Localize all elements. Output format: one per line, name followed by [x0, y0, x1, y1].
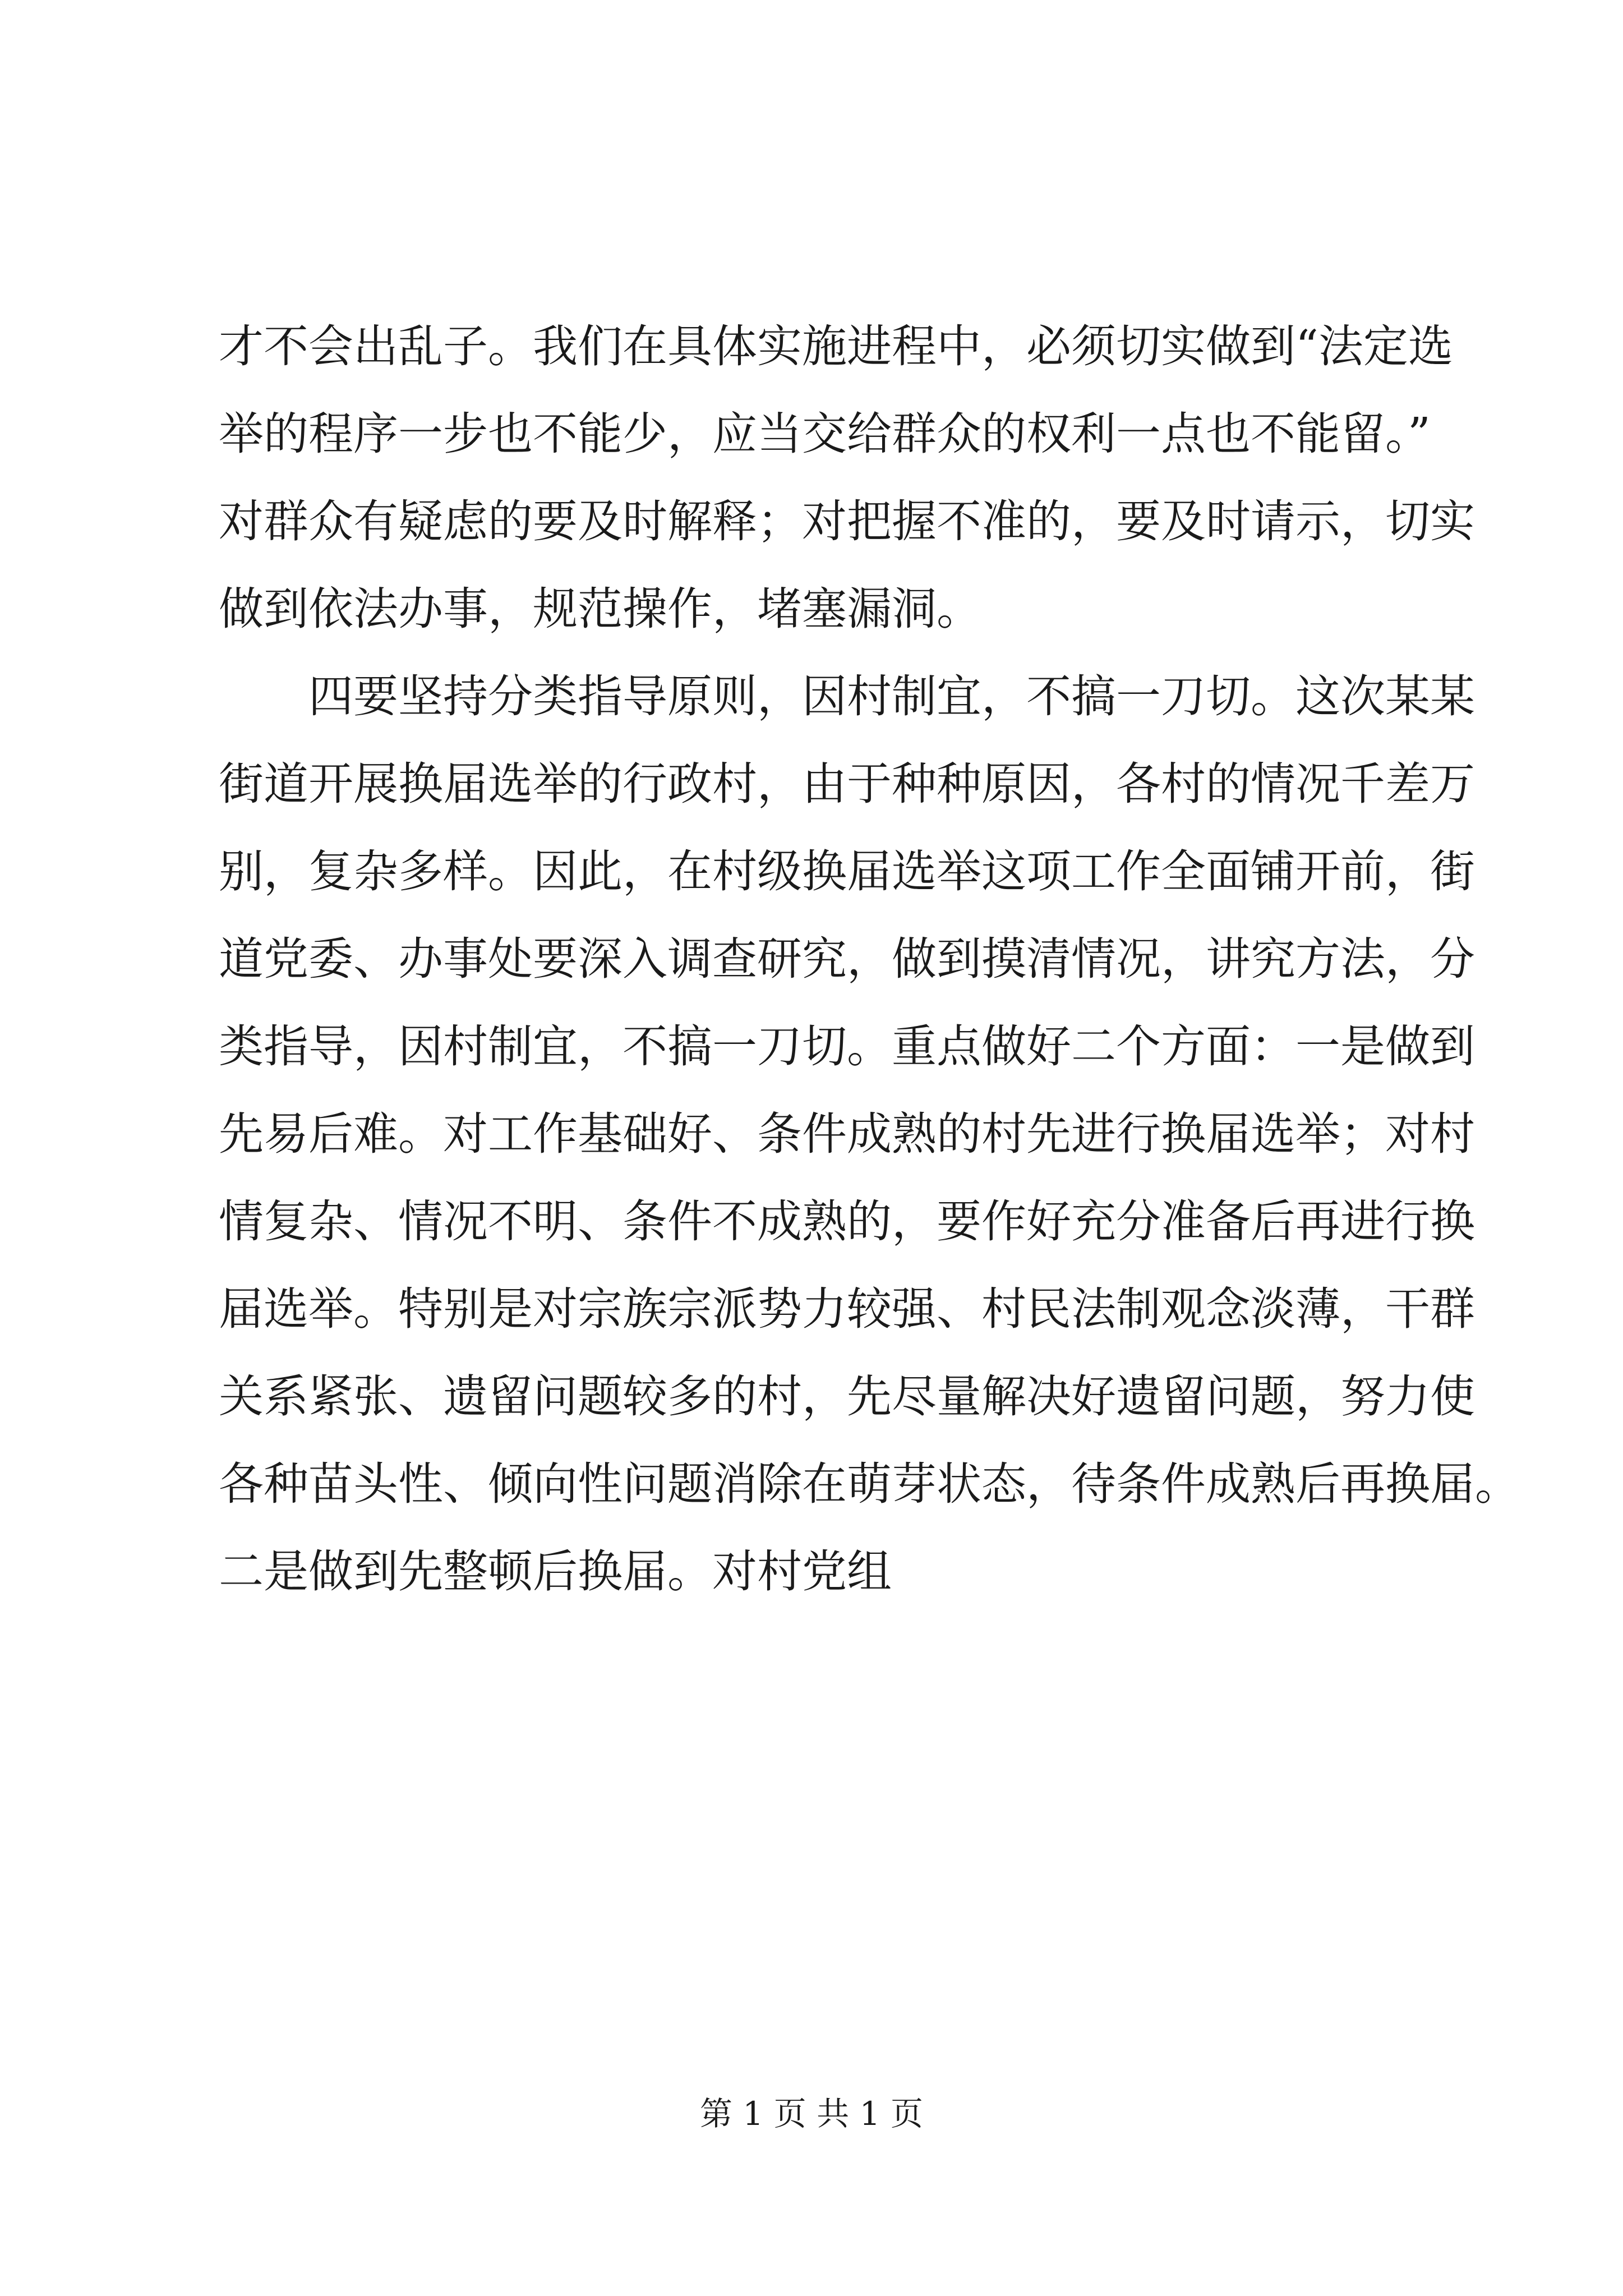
text-line: 先易后难。对工作基础好、条件成熟的村先进行换届选举；对村 [219, 1108, 1475, 1160]
text-line: 关系紧张、遗留问题较多的村，先尽量解决好遗留问题，努力使 [219, 1370, 1475, 1423]
text-line: 举的程序一步也不能少，应当交给群众的权利一点也不能留。” [219, 408, 1431, 460]
body-text [219, 303, 1520, 1616]
text-line: 别，复杂多样。因此，在村级换届选举这项工作全面铺开前，街 [219, 845, 1475, 898]
text-line: 二是做到先整顿后换届。对村党组 [219, 1545, 892, 1598]
text-line: 做到依法办事，规范操作，堵塞漏洞。 [219, 583, 981, 635]
text-line: 街道开展换届选举的行政村，由于种种原因，各村的情况千差万 [219, 758, 1475, 810]
text-line: 情复杂、情况不明、条件不成熟的，要作好充分准备后再进行换 [219, 1195, 1475, 1248]
text-line: 才不会出乱子。我们在具体实施进程中，必须切实做到“法定选 [219, 320, 1453, 372]
text-line: 届选举。特别是对宗族宗派势力较强、村民法制观念淡薄，干群 [219, 1283, 1475, 1335]
text-line: 对群众有疑虑的要及时解释；对把握不准的，要及时请示，切实 [219, 495, 1475, 547]
text-line: 类指导，因村制宜，不搞一刀切。重点做好二个方面：一是做到 [219, 1020, 1475, 1073]
paragraph-first-line: 四要坚持分类指导原则，因村制宜，不搞一刀切。这次某某 [308, 670, 1475, 723]
text-line: 道党委、办事处要深入调查研究，做到摸清情况，讲究方法，分 [219, 933, 1475, 985]
text-line: 各种苗头性、倾向性问题消除在萌芽状态，待条件成熟后再换届。 [219, 1458, 1520, 1510]
page-number: 第 1 页 共 1 页 [700, 2095, 923, 2133]
